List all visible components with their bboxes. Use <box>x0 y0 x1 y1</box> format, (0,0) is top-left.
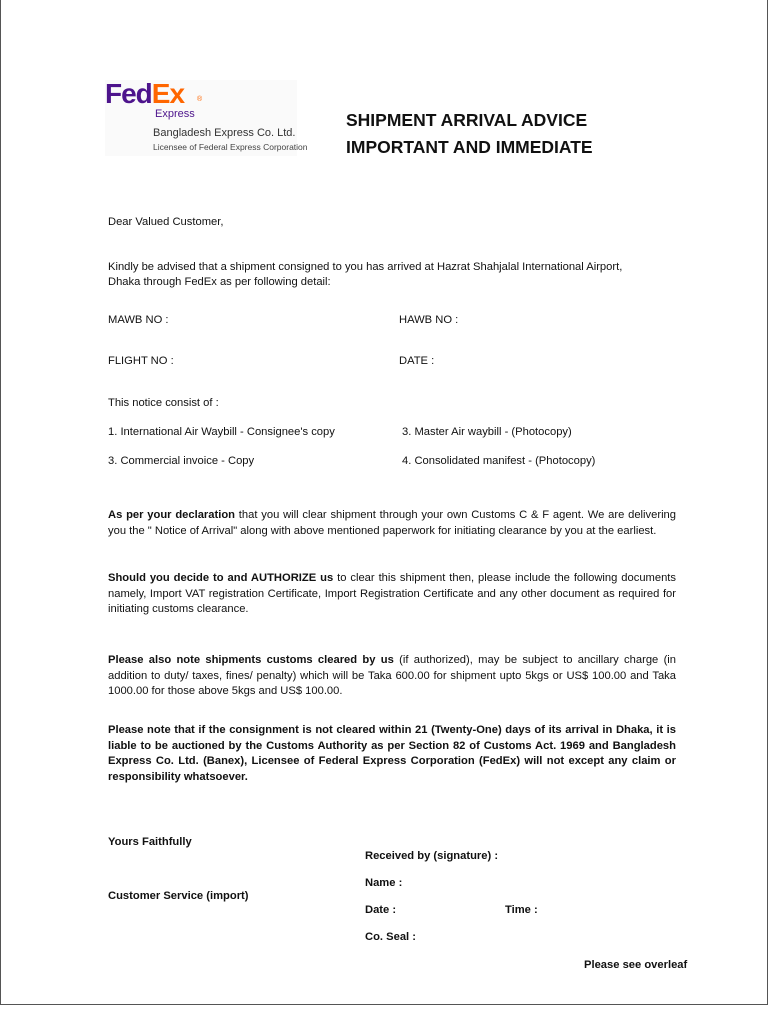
paragraph-ancillary-lead: Please also note shipments customs cleared by us <box>108 654 394 666</box>
receipt-date-label: Date : <box>365 904 397 916</box>
document-title-line1: SHIPMENT ARRIVAL ADVICE <box>346 110 588 130</box>
company-seal-label: Co. Seal : <box>365 931 416 943</box>
paragraph-declaration-lead: As per your declaration <box>108 509 236 521</box>
logo-express-text: Express <box>155 108 195 120</box>
notice-item-2: 3. Master Air waybill - (Photocopy) <box>402 426 572 438</box>
mawb-label: MAWB NO : <box>108 314 169 326</box>
intro-line-2: Dhaka through FedEx as per following detail: <box>108 276 331 288</box>
paragraph-authorize-lead: Should you decide to and AUTHORIZE us <box>108 572 334 584</box>
notice-item-4: 4. Consolidated manifest - (Photocopy) <box>402 455 596 467</box>
document-title-line2: IMPORTANT AND IMMEDIATE <box>346 137 593 157</box>
hawb-label: HAWB NO : <box>399 314 459 326</box>
paragraph-ancillary-charge <box>108 653 676 700</box>
receiver-name-label: Name : <box>365 877 403 889</box>
logo-company-name: Bangladesh Express Co. Ltd. <box>153 127 296 139</box>
notice-heading: This notice consist of : <box>108 397 219 409</box>
received-by-label: Received by (signature) : <box>365 850 499 862</box>
closing-yours-faithfully: Yours Faithfully <box>108 836 192 848</box>
paragraph-declaration <box>108 508 676 539</box>
fedex-logo <box>105 78 308 156</box>
paragraph-auction-warning: Please note that if the consignment is not cleared within 21 (Twenty-One) days of its arrival in Dhaka, it is liable to be auctioned by the Customs Authority as per Section 82 of Customs Act. 1969 and Bangladesh Express Co. Ltd. (Banex), Licensee of Federal Express Corporation (FedEx) will not except any claim or responsibility whatsoever. <box>108 724 676 783</box>
flight-label: FLIGHT NO : <box>108 355 174 367</box>
paragraph-ancillary-body: (if authorized), may be subject to ancillary charge (in addition to duty/ taxes, fines/ penalty) which will be Taka 600.00 for shipment upto 5kgs or US$ 100.00 and Taka 1000.00 for those above 5kgs and US$ 100.00. <box>108 654 677 697</box>
paragraph-authorize <box>108 571 676 618</box>
intro-line-1: Kindly be advised that a shipment consigned to you has arrived at Hazrat Shahjalal International Airport, <box>108 261 623 273</box>
receipt-time-label: Time : <box>505 904 538 916</box>
logo-ex-text: Ex <box>151 78 185 109</box>
date-label: DATE : <box>399 355 435 367</box>
notice-item-1: 1. International Air Waybill - Consignee's copy <box>108 426 335 438</box>
see-overleaf-note: Please see overleaf <box>584 959 688 971</box>
logo-fed-text: Fed <box>105 78 152 109</box>
paragraph-declaration-body: that you will clear shipment through your own Customs C & F agent. We are delivering you the " Notice of Arrival" along with above mentioned paperwork for initiating clearance by you at the earliest. <box>108 509 677 537</box>
closing-customer-service: Customer Service (import) <box>108 890 249 902</box>
logo-license-text: Licensee of Federal Express Corporation <box>153 142 308 152</box>
salutation: Dear Valued Customer, <box>108 216 224 228</box>
notice-item-3: 3. Commercial invoice - Copy <box>108 455 255 467</box>
registered-mark: ® <box>197 96 203 103</box>
paragraph-authorize-body: to clear this shipment then, please include the following documents namely, Import VAT registration Certificate, Import Registration Certificate and any other document as required for initiating customs clearance. <box>108 572 677 615</box>
fedex-wordmark <box>105 80 184 108</box>
